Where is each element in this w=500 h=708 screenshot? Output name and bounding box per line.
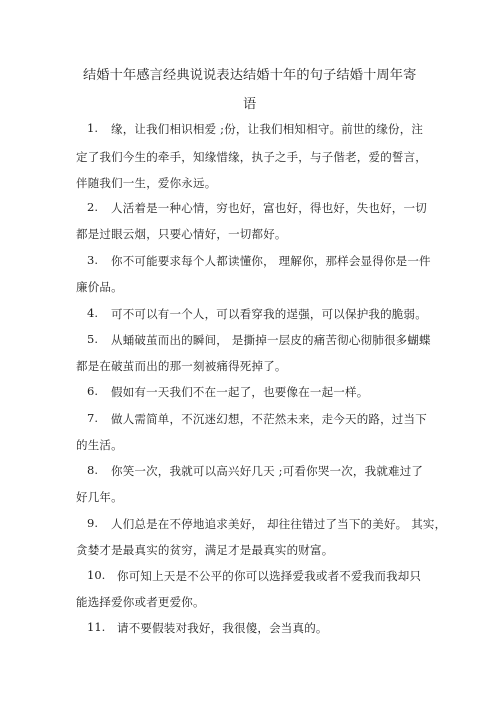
document-title: 结婚十年感言经典说说表达结婚十年的句子结婚十周年寄 [83, 68, 417, 83]
item-text-line: 可不可以有一个人，可以看穿我的逞强，可以保护我的脆弱。 [111, 307, 427, 321]
item-text-line: 贪婪才是最真实的贫穷，满足才是最真实的财富。 [76, 543, 334, 557]
item-text-line: 的生活。 [76, 438, 123, 452]
item-text-line: 假如有一天我们不在一起了，也要像在一起一样。 [111, 385, 369, 399]
item-text-line: 做人需简单，不沉迷幻想，不茫然未来，走今天的路，过当下 [111, 412, 427, 426]
item-number: 8. [87, 463, 98, 477]
item-number: 10. [87, 568, 106, 582]
item-number: 6. [87, 384, 98, 398]
item-text-line: 你可知上天是不公平的你可以选择爱我或者不爱我而我却只 [117, 569, 422, 583]
item-text-line: 缘，让我们相识相爱 ;份，让我们相知相守。前世的缘份，注 [111, 122, 424, 136]
document-title-continuation: 语 [243, 97, 257, 112]
item-text-line: 都是在破茧而出的那一刻被痛得死掉了。 [76, 359, 287, 373]
item-number: 3. [87, 253, 98, 267]
item-text-line: 你不可能要求每个人都读懂你， 理解你，那样会显得你是一件 [111, 254, 431, 268]
item-text-line: 能选择爱你或者更爱你。 [76, 595, 205, 609]
item-text-line: 廉价品。 [76, 280, 123, 294]
item-text-line: 定了我们今生的牵手，知缘惜缘，执子之手，与子偕老，爱的誓言， [76, 150, 427, 164]
item-text-line: 请不要假装对我好，我很傻，会当真的。 [117, 621, 328, 635]
item-text-line: 人活着是一种心情，穷也好，富也好，得也好，失也好，一切 [111, 201, 427, 215]
item-number: 7. [87, 411, 98, 425]
item-number: 11. [87, 620, 106, 634]
item-number: 4. [87, 306, 98, 320]
item-text-line: 从蛹破茧而出的瞬间， 是撕掉一层皮的痛苦彻心彻肺很多蝴蝶 [111, 333, 431, 347]
item-number: 9. [87, 516, 98, 530]
item-text-line: 伴随我们一生，爱你永远。 [76, 176, 217, 190]
item-text-line: 你笑一次，我就可以高兴好几天 ;可看你哭一次，我就难过了 [111, 464, 424, 478]
item-text-line: 都是过眼云烟，只要心情好，一切都好。 [76, 227, 287, 241]
item-number: 1. [87, 121, 98, 135]
item-number: 5. [87, 332, 98, 346]
item-text-line: 人们总是在不停地追求美好， 却往往错过了当下的美好。 其实， [111, 517, 447, 531]
item-text-line: 好几年。 [76, 490, 123, 504]
item-number: 2. [87, 200, 98, 214]
